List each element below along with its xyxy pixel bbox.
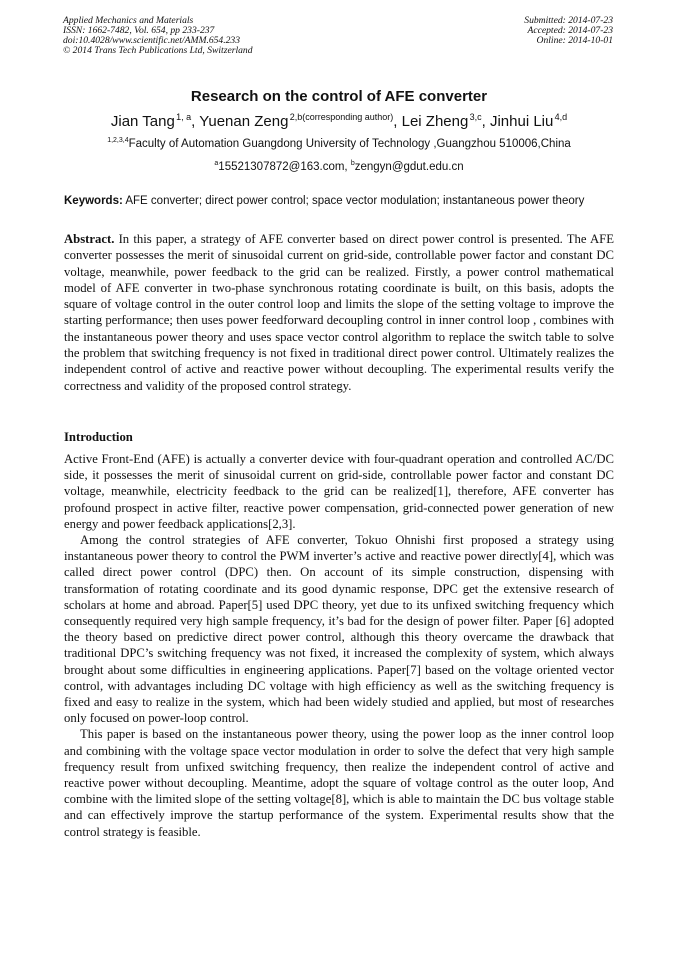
paper-title: Research on the control of AFE converter	[190, 88, 488, 105]
submitted-date: Submitted: 2014-07-23	[524, 15, 613, 26]
journal-issn: ISSN: 1662-7482, Vol. 654, pp 233-237	[63, 25, 215, 36]
abstract-label: Abstract.	[64, 232, 115, 246]
author-name: Jian Tang	[110, 113, 175, 130]
keywords-text: AFE converter; direct power control; space vector modulation; instantaneous power theory	[122, 195, 585, 207]
abstract	[64, 231, 614, 394]
email-line	[0, 160, 678, 173]
affiliation	[0, 137, 678, 150]
author-list	[0, 112, 678, 130]
body-paragraph: Active Front-End (AFE) is actually a converter device with four-quadrant operation and controlled AC/DC side, it possesses the merit of sinusoidal current on grid-side, controllable power factor and constant DC voltage, meanwhile, electricity feedback to the grid can be realized[1], therefore, AFE converter has profound prospect in active filter, reactive power compensation, grid-connected power generation of new energy and power feedback applications[2,3].	[64, 452, 614, 531]
section-heading-introduction: Introduction	[64, 430, 133, 444]
body-paragraph: This paper is based on the instantaneous power theory, using the power loop as the inner control loop and combining with the voltage space vector modulation in order to solve the defect that very high sample frequency result from unfixed switching frequency, then realize the independent control of active and reactive power without decoupling. Meantime, adopt the square of voltage control as the outer loop, And combine with the limited slope of the setting voltage[8], which is able to maintain the DC bus voltage stable and can effectively improve the startup performance of the system. Experimental results show that the control strategy is feasible.	[64, 727, 614, 839]
author-name: Lei Zheng	[401, 113, 469, 130]
journal-header-left	[63, 16, 253, 56]
author-name: Jinhui Liu	[489, 113, 554, 130]
journal-doi: doi:10.4028/www.scientific.net/AMM.654.233	[63, 35, 241, 46]
journal-copyright: © 2014 Trans Tech Publications Ltd, Switzerland	[63, 45, 253, 56]
author-separator: ,	[481, 113, 490, 130]
email-a-superscript: a	[214, 160, 219, 167]
author-superscript: 3,c	[469, 112, 482, 122]
body-paragraph: Among the control strategies of AFE converter, Tokuo Ohnishi first proposed a strategy using instantaneous power theory to control the PWM inverter’s active and reactive power directly[4], which was called direct power control (DPC) then. On account of its simple construction, dispensing with transformation of rotating coordinate and its good dynamic response, DPC get the extensive research of scholars at home and abroad. Paper[5] used DPC theory, yet due to its unfixed switching frequency which consequently required very high sample frequency, it’s bad for the design of power filter. Paper [6] adopted the theory based on predictive direct power control, although this theory overcame the drawback that traditional DPC’s switching frequency was not fixed, it increased the complexity of system, which always brought about some difficulties in engineering applications. Paper[7] based on the voltage oriented vector control, with advantages including DC voltage with high efficiency as well as the switching frequency is fixed and easy to realize in the system, which had been widely studied and applied, but most of researches only focused on power-loop control.	[64, 533, 614, 726]
email-b-superscript: b	[350, 160, 355, 167]
abstract-text: In this paper, a strategy of AFE converter based on direct power control is presented. The AFE converter possesses the merit of sinusoidal current on grid-side, controllable power factor and constant DC voltage, meanwhile, power feedback to the grid can be realized. Firstly, a power control mathematical model of AFE converter in two-phase synchronous rotating coordinate is built, on this basis, adopts the square of voltage control in the outer control loop and limits the slope of the setting voltage to improve the starting performance; then uses power feedforward decoupling control in inner control loop , combines with the instantaneous power theory and uses space vector control algorithm to replace the switch table to solve the problem that switching frequency is not fixed in traditional direct power control. Ultimately realizes the independent control of active and reactive power without decoupling. The experimental results verify the correctness and validity of the proposed control strategy.	[64, 232, 614, 393]
email-a: 15521307872@163.com,	[218, 160, 351, 173]
affiliation-superscript: 1,2,3,4	[107, 137, 129, 144]
keywords-label: Keywords:	[64, 195, 123, 207]
author-separator: ,	[191, 113, 200, 130]
author-name: Yuenan Zeng	[199, 113, 289, 130]
email-b: zengyn@gdut.edu.cn	[354, 160, 464, 173]
accepted-date: Accepted: 2014-07-23	[527, 25, 613, 36]
journal-header-right	[524, 16, 613, 46]
online-date: Online: 2014-10-01	[536, 35, 613, 46]
author-separator: ,	[393, 113, 402, 130]
author-superscript: 1, a	[176, 112, 192, 122]
journal-name: Applied Mechanics and Materials	[63, 15, 194, 26]
affiliation-text: Faculty of Automation Guangdong University of Technology ,Guangzhou 510006,China	[128, 137, 571, 150]
keywords	[64, 194, 614, 208]
introduction-body	[64, 451, 614, 840]
author-superscript: 2,b(corresponding author)	[289, 112, 394, 122]
author-superscript: 4,d	[554, 112, 568, 122]
